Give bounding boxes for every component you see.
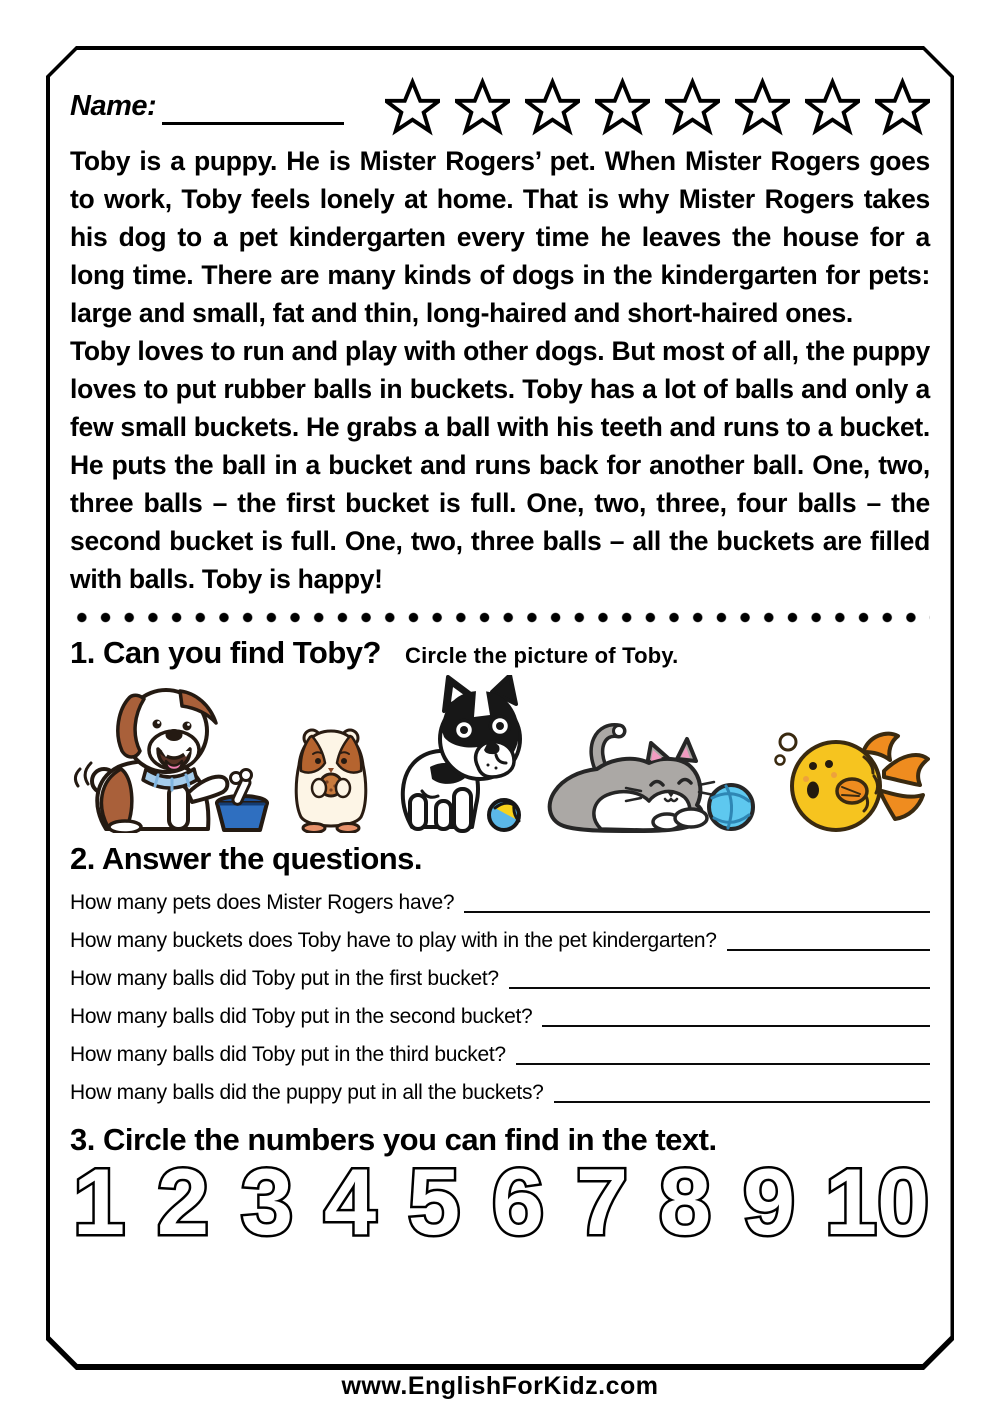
guinea-pig-image[interactable] [287,725,375,833]
french-bulldog-image[interactable] [392,675,522,833]
website-footer: www.EnglishForKidz.com [341,1372,659,1400]
question-text: How many pets does Mister Rogers have? [70,891,455,914]
section3-heading: 3. Circle the numbers you can find in the text. [70,1122,717,1157]
star-icon [455,75,510,137]
svg-text:5: 5 [407,1162,461,1240]
worksheet-content [50,50,950,1240]
outline-number-2[interactable] [154,1162,212,1240]
dotted-separator [70,612,930,623]
puppy-with-food-bowl-image[interactable] [70,683,270,833]
svg-text:8: 8 [659,1162,712,1240]
question-text: How many balls did Toby put in the second bucket? [70,1005,533,1028]
star-icon [735,75,790,137]
svg-text:2: 2 [156,1162,209,1240]
question-row [70,1081,930,1105]
section1-heading: 1. Can you find Toby? [70,635,381,670]
answer-blank-line[interactable] [727,949,930,951]
section2-heading: 2. Answer the questions. [70,841,423,876]
svg-text:7: 7 [575,1162,628,1240]
outline-number-5[interactable] [405,1162,463,1240]
passage-paragraph-1: Toby is a puppy. He is Mister Rogers’ pet. When Mister Rogers goes to work, Toby feels lonely at home. That is why Mister Rogers takes his dog to a pet kindergarten every time he leaves the house for a long time. There are many kinds of dogs in the kindergarten for pets: large and small, fat and thin, long-haired and short-haired ones. [70,146,930,328]
cat-with-yarn-ball-image[interactable] [539,721,755,833]
answer-blank-line[interactable] [509,987,930,989]
outline-number-7[interactable] [573,1162,631,1240]
animal-picture-row [70,679,930,833]
svg-text:3: 3 [240,1162,293,1240]
answer-blank-line[interactable] [516,1063,930,1065]
question-row [70,1005,930,1029]
outline-number-3[interactable] [238,1162,296,1240]
passage-paragraph-2: Toby loves to run and play with other dogs. But most of all, the puppy loves to put rubber balls in buckets. Toby has a lot of balls and only a few small buckets. He grabs a ball with his teeth and runs to a bucket. He puts the ball in a bucket and runs back for another ball. One, two, three balls – the first bucket is full. One, two, three, four balls – the second bucket is full. One, two, three balls – all the buckets are filled with balls. Toby is happy! [70,336,930,594]
answer-blank-line[interactable] [554,1101,930,1103]
star-icon [385,75,440,137]
question-row [70,1043,930,1067]
star-icon [595,75,650,137]
outline-number-4[interactable] [321,1162,379,1240]
svg-text:1: 1 [72,1162,126,1240]
question-text: How many buckets does Toby have to play with in the pet kindergarten? [70,929,717,952]
section1-instruction: Circle the picture of Toby. [404,643,679,668]
question-row [70,891,930,915]
number-row [70,1162,930,1240]
svg-text:9: 9 [742,1162,796,1240]
svg-text:6: 6 [491,1162,544,1240]
outline-number-10[interactable] [824,1162,930,1240]
question-row [70,929,930,953]
answer-blank-line[interactable] [542,1025,930,1027]
star-icon [805,75,860,137]
name-row [70,72,930,140]
answer-blank-line[interactable] [464,911,930,913]
section1-heading-row [70,635,930,671]
star-rating-row [385,75,930,137]
goldfish-image[interactable] [772,729,930,833]
name-blank-line[interactable] [162,88,344,125]
reading-passage [70,142,930,598]
outline-number-1[interactable] [70,1162,128,1240]
question-list [70,891,930,1105]
name-label: Name: [70,89,157,122]
star-icon [665,75,720,137]
star-icon [525,75,580,137]
outline-number-6[interactable] [489,1162,547,1240]
star-icon [875,75,930,137]
question-text: How many balls did Toby put in the first bucket? [70,967,499,990]
svg-text:10: 10 [824,1162,930,1240]
outline-number-8[interactable] [656,1162,714,1240]
question-text: How many balls did the puppy put in all the buckets? [70,1081,544,1104]
svg-text:4: 4 [324,1162,377,1240]
question-text: How many balls did Toby put in the third bucket? [70,1043,506,1066]
outline-number-9[interactable] [740,1162,798,1240]
question-row [70,967,930,991]
